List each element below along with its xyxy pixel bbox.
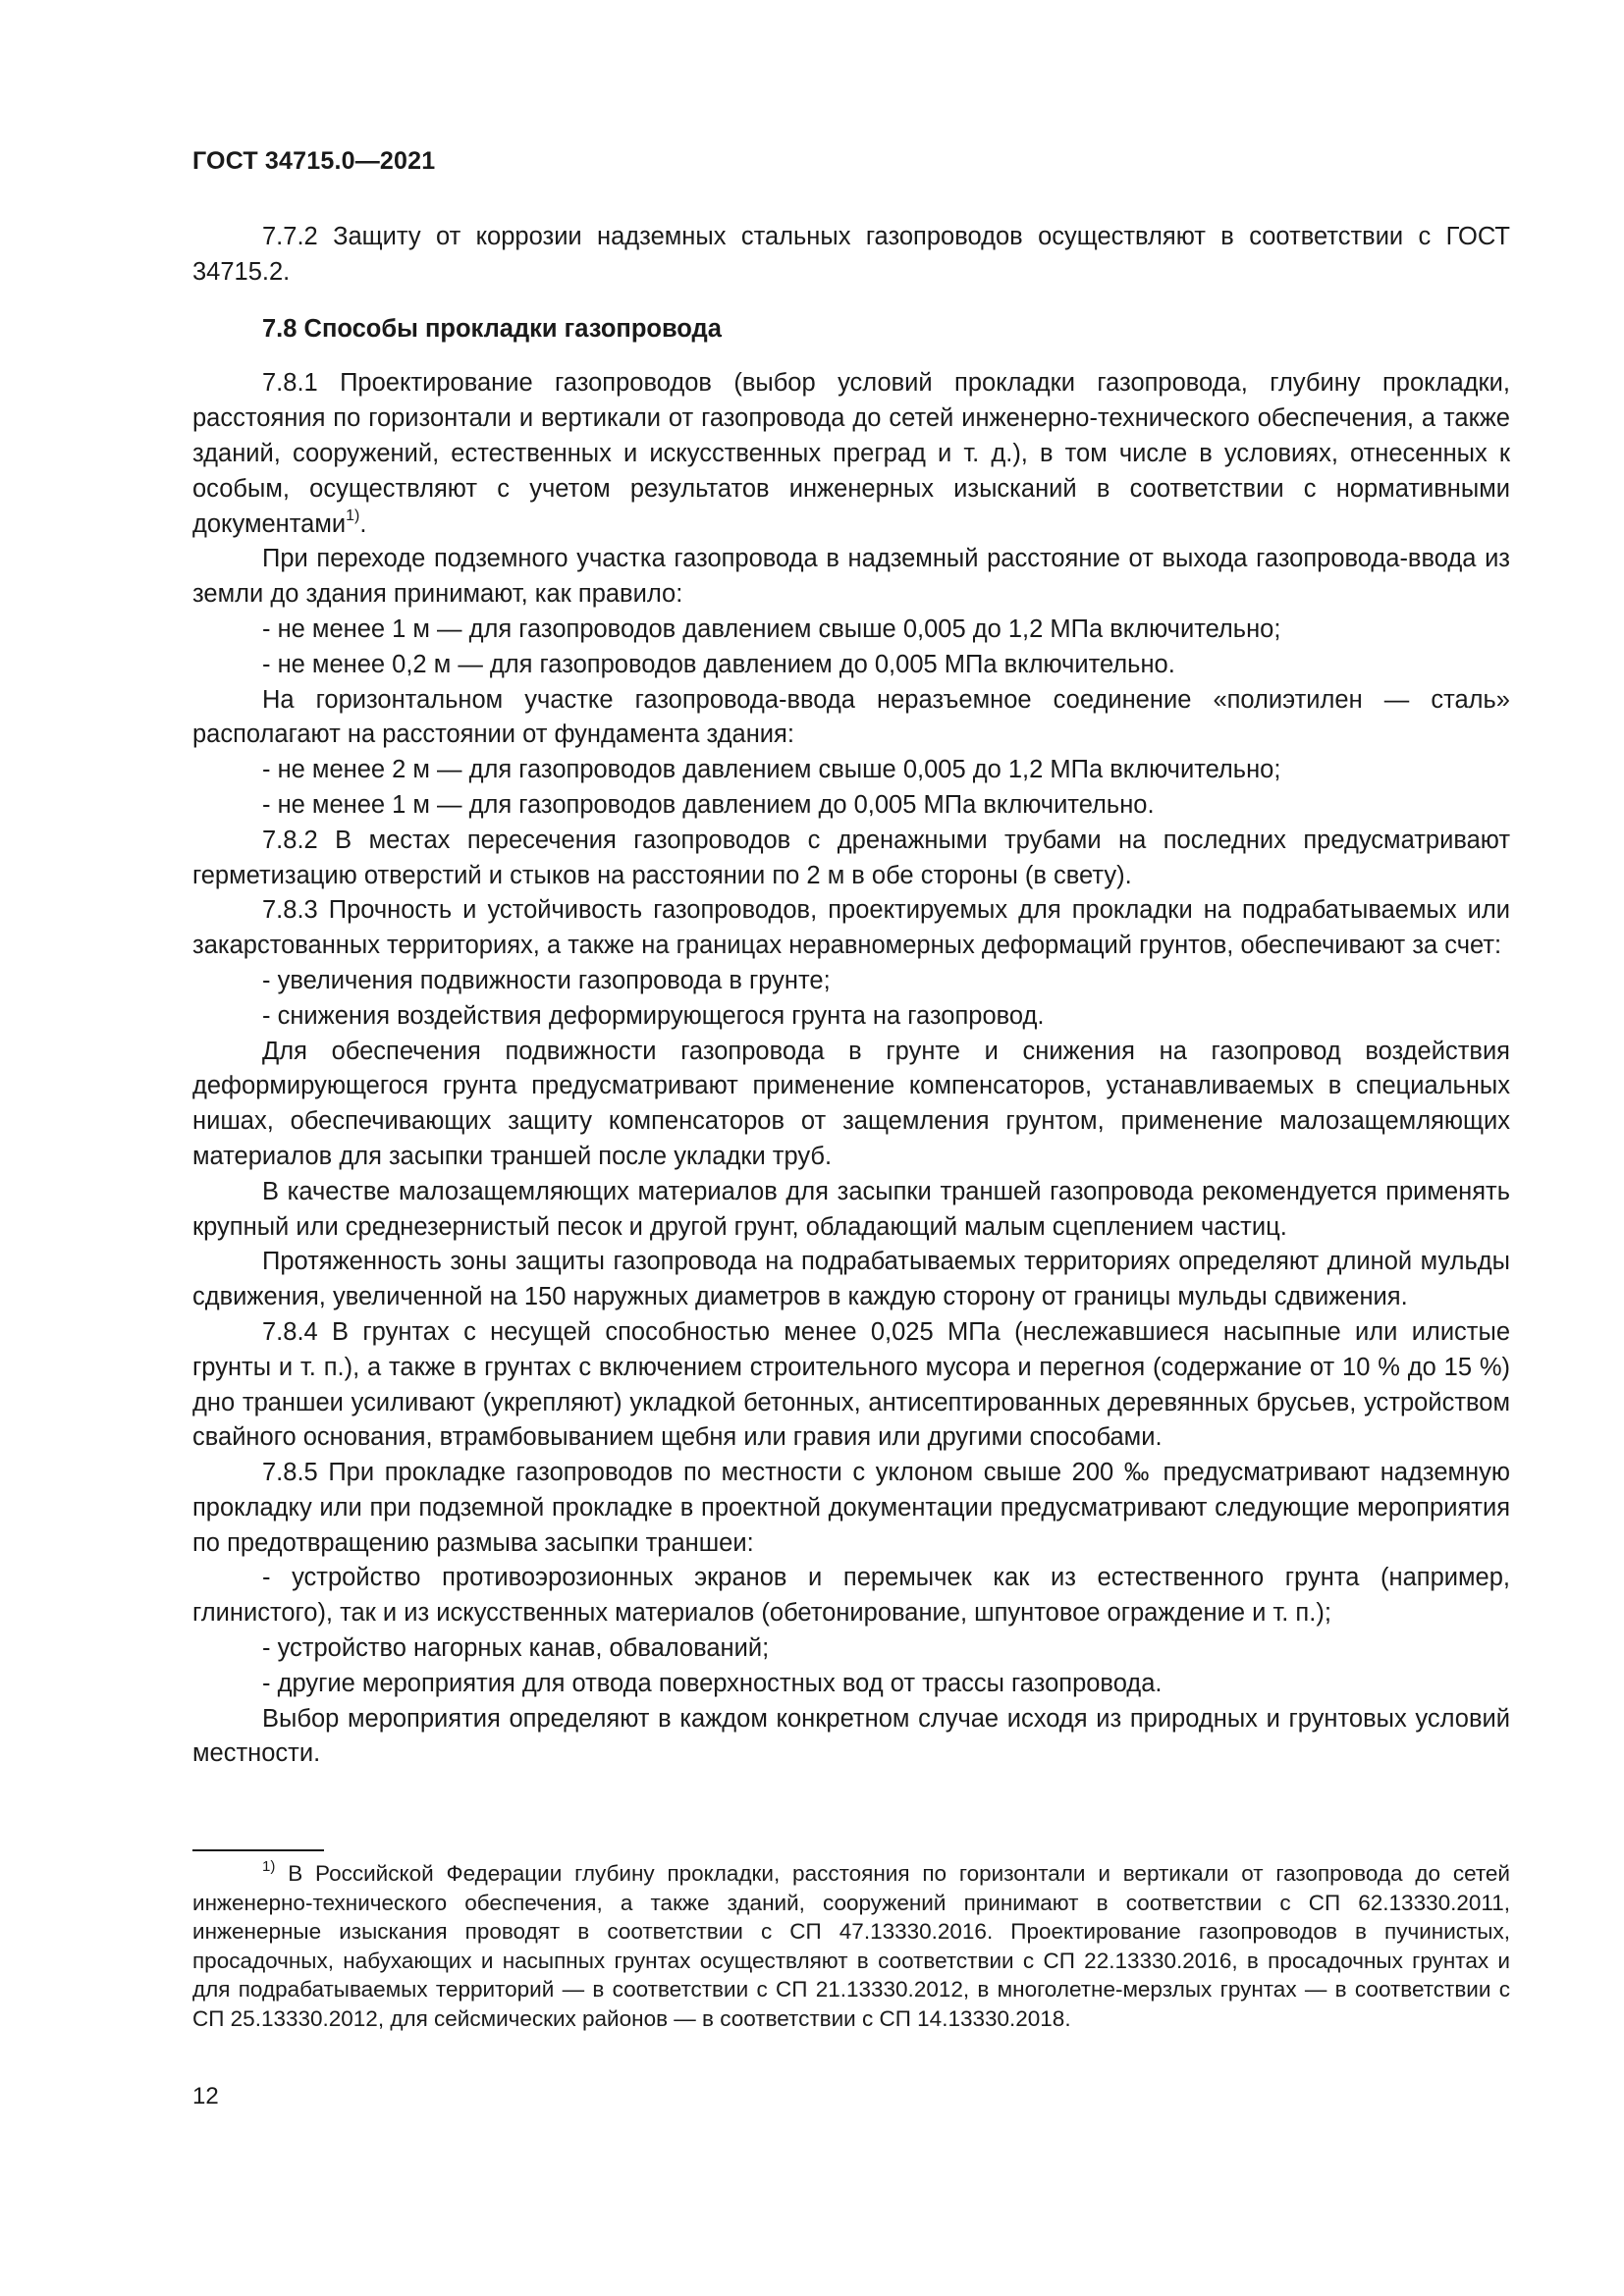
paragraph-measure-choice: Выбор мероприятия определяют в каждом конкретном случае исходя из природных и грунтовых условий местности. xyxy=(192,1704,1510,1768)
document-header: ГОСТ 34715.0—2021 xyxy=(192,147,436,175)
paragraph-7-8-3: 7.8.3 Прочность и устойчивость газопроводов, проектируемых для прокладки на подрабатываемых или закарстованных территориях, а также на границах неравномерных деформаций грунтов, обеспечивают за счет: xyxy=(192,896,1510,960)
paragraph-7-8-2: 7.8.2 В местах пересечения газопроводов с дренажными трубами на последних предусматривают герметизацию отверстий и стыков на расстоянии по 2 м в обе стороны (в свету). xyxy=(192,826,1510,889)
list-item-reduce-impact: - снижения воздействия деформирующегося грунта на газопровод. xyxy=(262,1001,1045,1030)
list-item-mobility: - увеличения подвижности газопровода в грунте; xyxy=(262,966,831,994)
paragraph-horizontal-section: На горизонтальном участке газопровода-ввода неразъемное соединение «полиэтилен — сталь» располагают на расстоянии от фундамента здания: xyxy=(192,685,1510,749)
list-item-0-2m-low-pressure: - не менее 0,2 м — для газопроводов давлением до 0,005 МПа включительно. xyxy=(262,650,1175,678)
paragraph-7-7-2: 7.7.2 Защиту от коррозии надземных стальных газопроводов осуществляют в соответствии с ГОСТ 34715.2. xyxy=(192,223,1510,286)
footnote-marker: 1) xyxy=(262,1858,276,1875)
paragraph-7-8-4: 7.8.4 В грунтах с несущей способностью менее 0,025 МПа (неслежавшиеся насыпные или илистые грунты и т. п.), а также в грунтах с включением строительного мусора и перегноя (содержание от 10 % до 15 %) дно траншеи усиливают (укрепляют) укладкой бетонных, антисептированных деревянных брусьев, устройством свайного основания, втрамбовыванием щебня или гравия или другими способами. xyxy=(192,1317,1510,1452)
list-item-1m-high-pressure: - не менее 1 м — для газопроводов давлением свыше 0,005 до 1,2 МПа включительно; xyxy=(262,614,1281,643)
footnote-divider xyxy=(192,1849,324,1851)
list-item-other-measures: - другие мероприятия для отвода поверхностных вод от трассы газопровода. xyxy=(262,1669,1163,1697)
footnote xyxy=(192,1859,1510,2033)
list-item-upland-ditches: - устройство нагорных канав, обвалований; xyxy=(262,1634,770,1663)
page-number: 12 xyxy=(192,2083,219,2109)
document-body xyxy=(192,220,1510,1772)
footnote-text: В Российской Федерации глубину прокладки, расстояния по горизонтали и вертикали от газопровода до сетей инженерно-технического обеспечения, а также зданий, сооружений принимают в соответствии с СП 62.13330.2011, инженерные изыскания проводят в соответствии с СП 47.13330.2016. Проектирование газопроводов в пучинистых, просадочных, набухающих и насыпных грунтах осуществляют в соответствии с СП 22.13330.2016, в просадочных грунтах и для подрабатываемых территорий — в соответствии с СП 21.13330.2012, в многолетне-мерзлых грунтах — в соответствии с СП 25.13330.2012, для сейсмических районов — в соответствии с СП 14.13330.2018. xyxy=(192,1861,1510,2031)
paragraph-7-8-1-text: 7.8.1 Проектирование газопроводов (выбор условий прокладки газопровода, глубину прокладки, расстояния по горизонтали и вертикали от газопровода до сетей инженерно-технического обеспечения, а также зданий, сооружений, естественных и искусственных преград и т. д.), в том числе в условиях, отнесенных к особым, осуществляют с учетом результатов инженерных изысканий в соответствии с нормативными документами xyxy=(192,369,1510,538)
paragraph-transition: При переходе подземного участка газопровода в надземный расстояние от выхода газопровода-ввода из земли до здания принимают, как правило: xyxy=(192,545,1510,609)
list-item-1m-low-pressure: - не менее 1 м — для газопроводов давлением до 0,005 МПа включительно. xyxy=(262,790,1155,819)
paragraph-protection-zone: Протяженность зоны защиты газопровода на подрабатываемых территориях определяют длиной мульды сдвижения, увеличенной на 150 наружных диаметров в каждую сторону от границы мульды сдвижения. xyxy=(192,1248,1510,1311)
footnote-reference[interactable]: 1) xyxy=(346,507,360,524)
paragraph-7-8-1: 7.8.1 Проектирование газопроводов (выбор условий прокладки газопровода, глубину прокладки, расстояния по горизонтали и вертикали от газопровода до сетей инженерно-технического обеспечения, а также зданий, сооружений, естественных и искусственных преград и т. д.), в том числе в условиях, отнесенных к особым, осуществляют с учетом результатов инженерных изысканий в соответствии с нормативными документами$^{1)}$. xyxy=(192,369,1510,538)
paragraph-7-8-5: 7.8.5 При прокладке газопроводов по местности с уклоном свыше 200 ‰ предусматривают надземную прокладку или при подземной прокладке в проектной документации предусматривают следующие мероприятия по предотвращению размыва засыпки траншеи: xyxy=(192,1459,1510,1557)
list-item-2m-high-pressure: - не менее 2 м — для газопроводов давлением свыше 0,005 до 1,2 МПа включительно; xyxy=(262,756,1281,784)
section-heading-7-8: 7.8 Способы прокладки газопровода xyxy=(262,314,722,343)
paragraph-backfill-materials: В качестве малозащемляющих материалов для засыпки траншей газопровода рекомендуется применять крупный или среднезернистый песок и другой грунт, обладающий малым сцеплением частиц. xyxy=(192,1177,1510,1241)
list-item-anti-erosion-screens: - устройство противоэрозионных экранов и перемычек как из естественного грунта (например, глинистого), так и из искусственных материалов (обетонирование, шпунтовое ограждение и т. п.); xyxy=(192,1564,1510,1628)
paragraph-compensators: Для обеспечения подвижности газопровода в грунте и снижения на газопровод воздействия деформирующегося грунта предусматривают применение компенсаторов, устанавливаемых в специальных нишах, обеспечивающих защиту компенсаторов от защемления грунтом, применение малозащемляющих материалов для засыпки траншей после укладки труб. xyxy=(192,1037,1510,1170)
